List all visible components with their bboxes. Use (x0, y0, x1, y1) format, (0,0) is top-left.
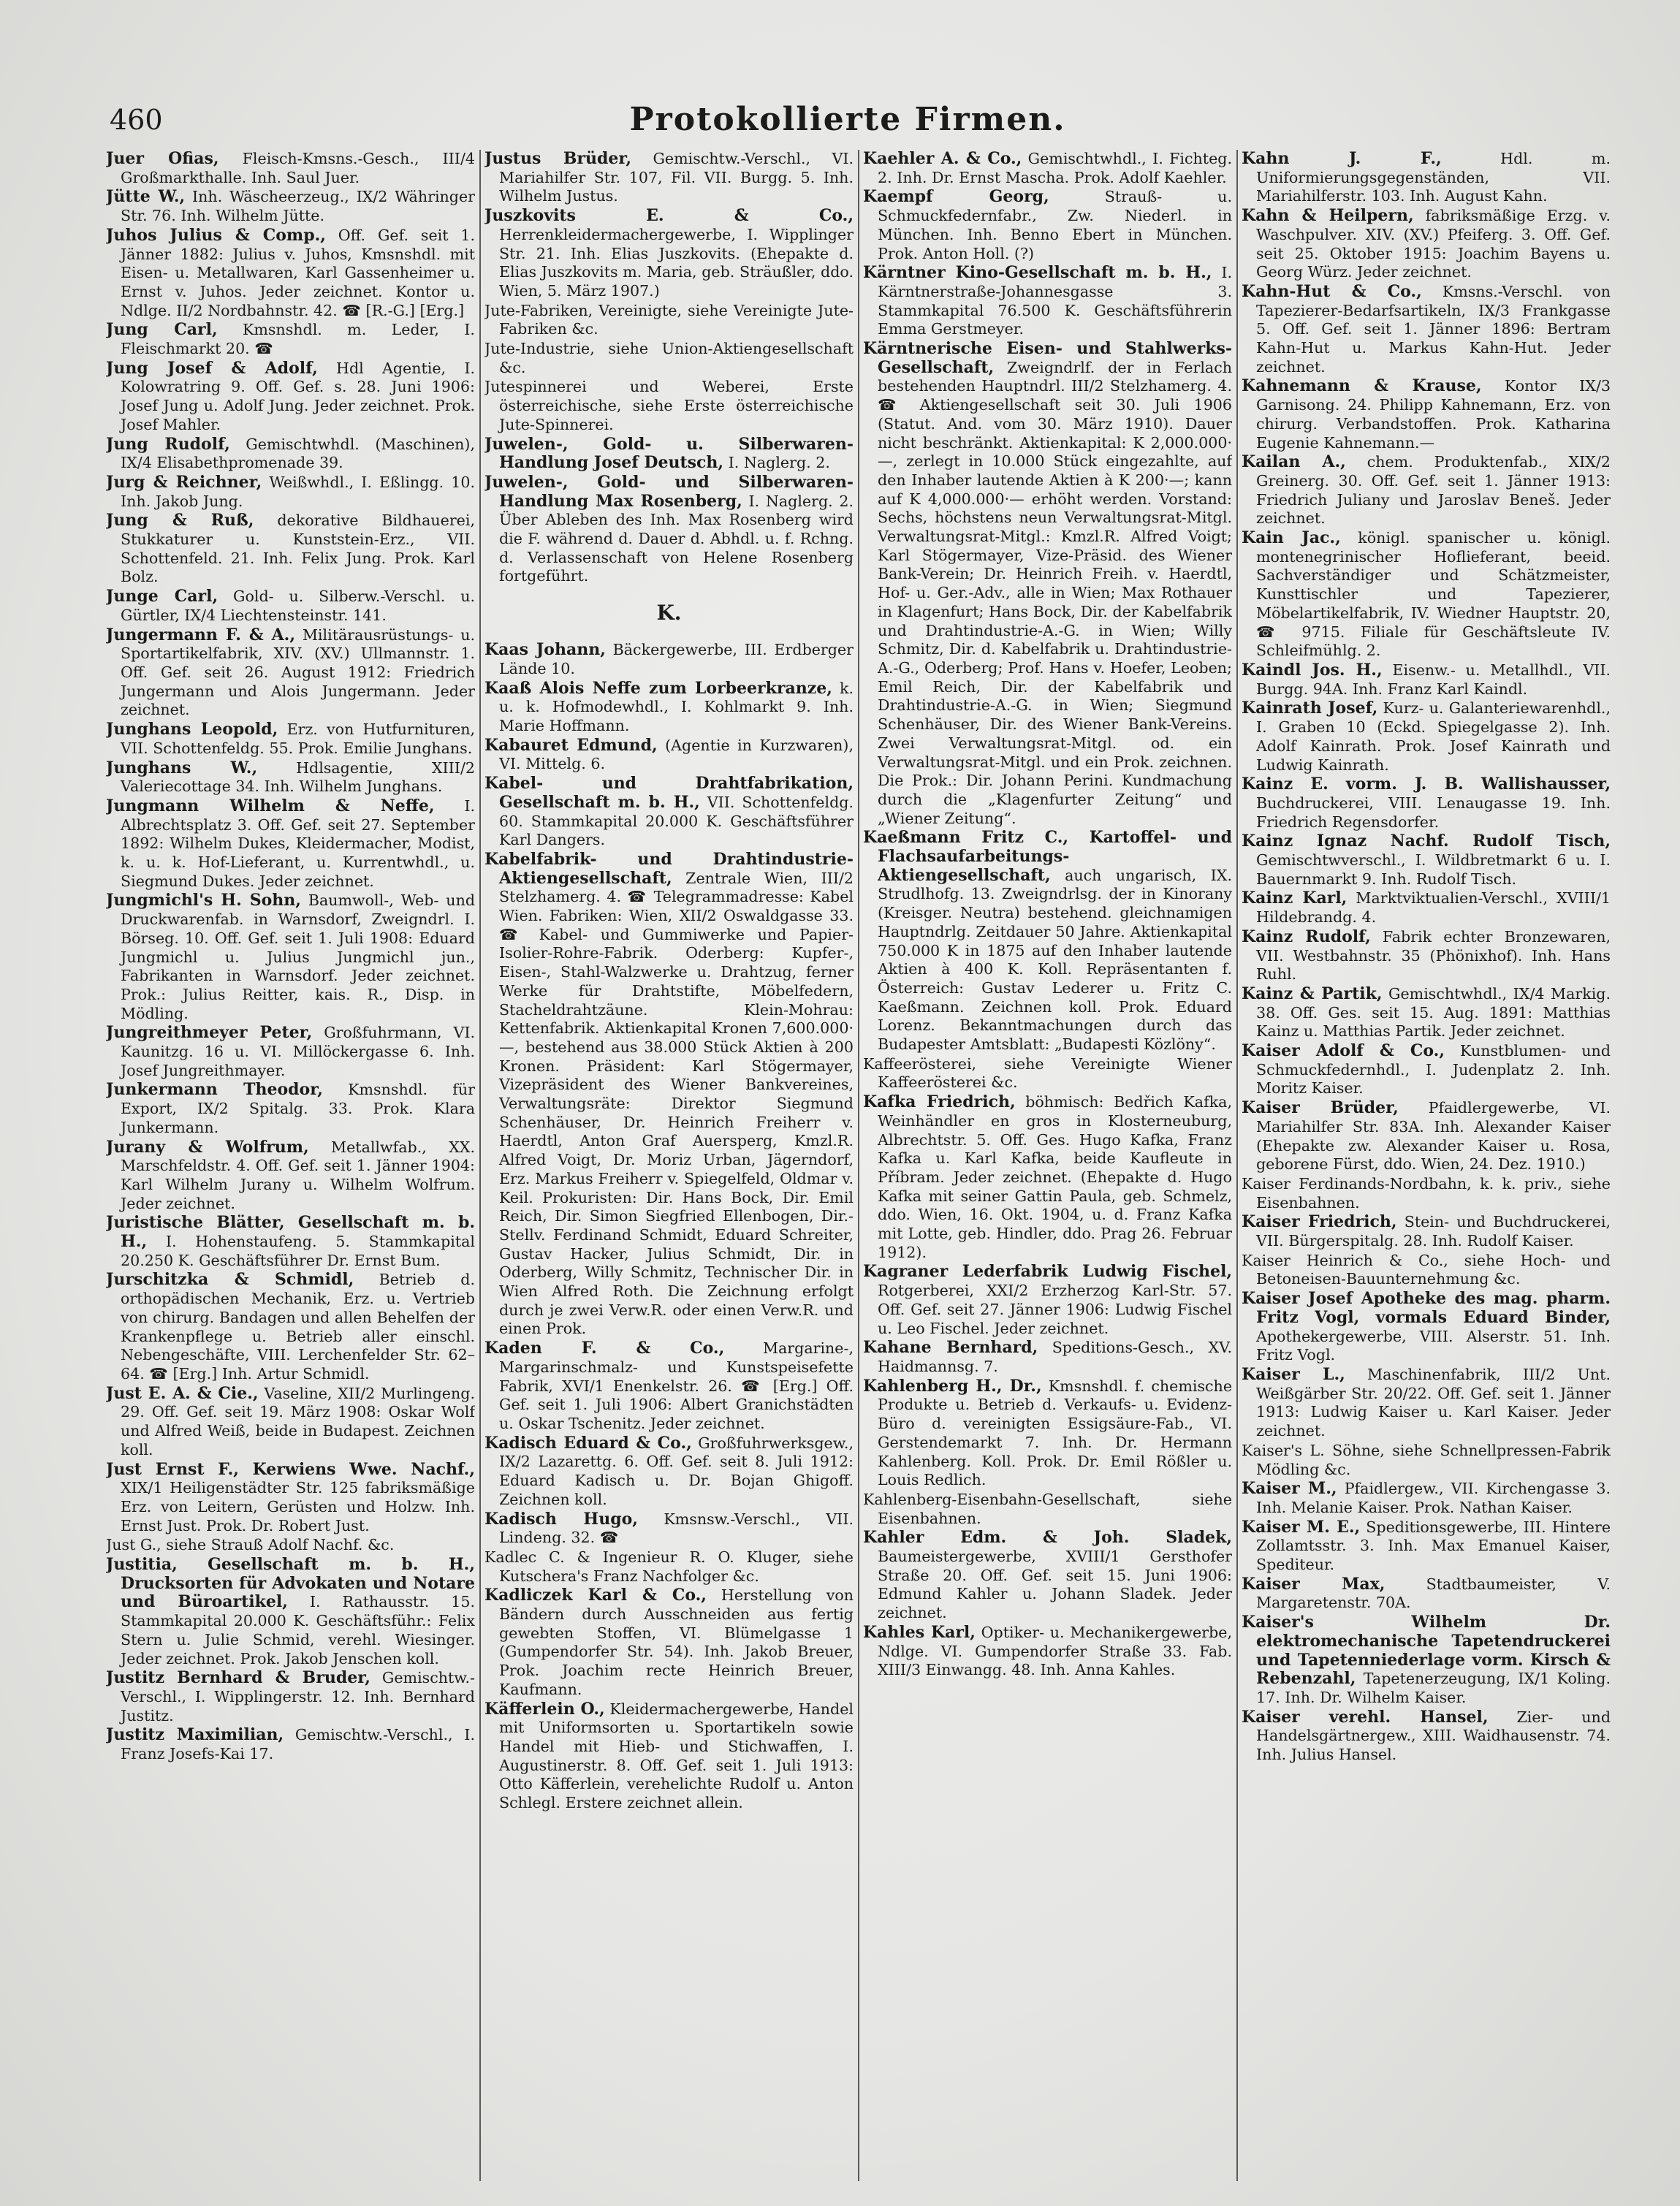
directory-entry (106, 1138, 475, 1214)
firm-name: Kainrath Josef, (1242, 699, 1378, 718)
directory-entry (484, 1586, 854, 1699)
firm-name: Kaempf Georg, (863, 187, 1049, 207)
entry-text: Jutespinnerei und Weberei, Erste österreichische, siehe Erste österreichische Jute-Spinnerei. (484, 378, 854, 433)
firm-name: Kahn & Heilpern, (1242, 206, 1414, 226)
directory-entry (1242, 529, 1611, 661)
entry-text: Margarine-, Margarinschmalz- und Kunstspeisefette Fabrik, XVI/1 Enenkelstr. 26. ☎ [Erg.] Off. Gef. seit 1. Juli 1906: Albert Granichstädten u. Oskar Tschenitz. Jeder zeichnet. (499, 1339, 854, 1432)
entry-text: Tapetenerzeugung, IX/1 Koling. 17. Inh. Dr. Wilhelm Kaiser. (1256, 1670, 1611, 1706)
directory-entry (106, 797, 475, 891)
directory-entry (1242, 1042, 1611, 1098)
entry-text: Apothekergewerbe, VIII. Alserstr. 51. Inh. Fritz Vogl. (1256, 1327, 1611, 1364)
directory-entry (1242, 889, 1611, 927)
entry-text: Kmsnshdl. m. Leder, I. Fleischmarkt 20. ☎ (121, 321, 475, 358)
firm-name: Kainz E. vorm. J. B. Wallishausser, (1242, 775, 1611, 794)
directory-entry (863, 188, 1232, 263)
entry-text: (Agentie in Kurzwaren), VI. Mittelg. 6. (499, 736, 854, 773)
firm-name: Just E. A. & Cie., (106, 1383, 259, 1403)
directory-entry (484, 1339, 854, 1434)
entry-text: Kurz- u. Galanteriewarenhdl., I. Graben 10 (Eckd. Spiegelgasse 2). Inh. Adolf Kainrath. Prok. Josef Kainrath und Ludwig Kainrath. (1256, 699, 1611, 774)
directory-entry (863, 1263, 1232, 1338)
entry-text: Kontor IX/3 Garnisong. 24. Philipp Kahnemann, Erz. von chirurg. Verbandstoffen. Prok. Katharina Eugenie Kahnemann.— (1256, 377, 1611, 452)
page-header (110, 96, 1586, 148)
entry-text: Gemischtw.-Verschl., VI. Mariahilfer Str. 107, Fil. VII. Burgg. 5. Inh. Wilhelm Justus. (499, 150, 854, 205)
directory-entry (484, 302, 854, 339)
firm-name: Kabelfabrik- und Drahtindustrie-Aktiengesellschaft, (484, 849, 854, 888)
directory-entry (484, 150, 854, 206)
firm-name: Kaiser M., (1242, 1479, 1337, 1499)
directory-entry (863, 1339, 1232, 1376)
firm-name: Kadliczek Karl & Co., (484, 1586, 707, 1605)
entry-text: I. Rathausstr. 15. Stammkapital 20.000 K. Geschäftsführ.: Felix Stern u. Julie Schmid, verehl. Wiesinger. Jeder zeichnet. Prok. Jakob Jenschen koll. (121, 1593, 475, 1667)
firm-name: Kärntnerische Eisen- und Stahlwerks-Gesellschaft, (863, 339, 1232, 377)
entry-text: königl. spanischer u. königl. montenegrinischer Hoflieferant, beeid. Sachverständiger und Schätzmeister, Kunsttischler und Tapezierer, Möbelartikelfabrik, IV. Wiedner Hauptstr. 20, ☎ 9715. Filiale für Geschäftsleute IV. Schleifmühlg. 2. (1256, 529, 1611, 660)
directory-entry (106, 188, 475, 225)
entry-text: Betrieb d. orthopädischen Mechanik, Erz. u. Vertrieb von chirurg. Bandagen und allen Behelfen der Krankenpflege u. Betrieb aller einschl. Nebengeschäfte, VIII. Lerchenfelder Str. 62–64. ☎ [Erg.] Inh. Artur Schmidl. (121, 1271, 475, 1382)
entry-text: Erz. von Hutfurnituren, VII. Schottenfeldg. 55. Prok. Emilie Junghans. (121, 720, 475, 757)
firm-name: Kahn J. F., (1242, 150, 1442, 168)
entry-text: Herstellung von Bändern durch Ausschneiden aus fertig gewebten Stoffen, VI. Blümelgasse 1 (Gumpendorfer Str. 54). Inh. Jakob Breuer, Prok. Joachim recte Heinrich Breuer, Kaufmann. (499, 1586, 854, 1698)
firm-name: Kaaß Alois Neffe zum Lorbeerkranze, (484, 678, 832, 698)
entry-text: Speditionsgewerbe, III. Hintere Zollamtsstr. 3. Inh. Max Emanuel Kaiser, Spediteur. (1256, 1518, 1611, 1574)
entry-text: Marktviktualien-Verschl., XVIII/1 Hildebrandg. 4. (1256, 889, 1611, 927)
firm-name: Jurany & Wolfrum, (106, 1137, 309, 1157)
directory-entry (863, 264, 1232, 339)
entry-text: böhmisch: Bedřich Kafka, Weinhändler en gros in Klosterneuburg, Albrechtstr. 5. Off. Ges. Hugo Kafka, Franz Kafka u. Karl Kafka, beide Kaufleute in Příbram. Jeder zeichnet. (Ehepakte d. Hugo Kafka mit seiner Gattin Paula, geb. Schmelz, ddo. Wien, 16. Okt. 1904, u. d. Franz Kafka mit Lotte, geb. Hindler, ddo. Prag 26. Februar 1912). (878, 1093, 1232, 1261)
directory-entry (1242, 377, 1611, 452)
firm-name: Juszkovits E. & Co., (484, 206, 854, 226)
entry-text: Baumwoll-, Web- und Druckwarenfab. in Warnsdorf, Zweigndrl. I. Börseg. 10. Off. Gef. seit 1. Juli 1908: Eduard Jungmichl u. Julius Jungmichl jun., Fabrikanten in Warnsdorf. Jeder zeichnet. Prok.: Julius Reitter, kais. R., Disp. in Mödling. (121, 891, 475, 1022)
firm-name: Kabauret Edmund, (484, 735, 658, 755)
firm-name: Kahlenberg H., Dr., (863, 1376, 1042, 1396)
directory-entry (106, 511, 475, 587)
firm-name: Jurg & Reichner, (106, 472, 262, 492)
entry-text: VII. Schottenfeldg. 60. Stammkapital 20.000 K. Geschäftsführer Karl Dangers. (499, 793, 854, 849)
entry-text: Hdlsagentie, XIII/2 Valeriecottage 34. Inh. Wilhelm Junghans. (121, 758, 475, 796)
firm-name: Kaiser L., (1242, 1365, 1345, 1384)
directory-entry (1242, 150, 1611, 206)
entry-text: Vaseline, XII/2 Murlingeng. 29. Off. Gef. seit 19. März 1908: Oskar Wolf und Alfred Weiß, beide in Budapest. Zeichnen koll. (121, 1384, 475, 1458)
entry-text: k. u. k. Hofmodewhdl., I. Kohlmarkt 9. Inh. Marie Hoffmann. (499, 679, 854, 734)
directory-entry (863, 340, 1232, 828)
directory-entry (106, 360, 475, 435)
entry-text: Gemischtwverschl., I. Wildbretmarkt 6 u. I. Bauernmarkt 9. Inh. Rudolf Tisch. (1256, 851, 1611, 888)
directory-entry (863, 1529, 1232, 1623)
directory-entry (1242, 1708, 1611, 1765)
firm-name: Kainz Ignaz Nachf. Rudolf Tisch, (1242, 832, 1611, 851)
entry-text: I. Kärntnerstraße-Johannesgasse 3. Stammkapital 76.500 K. Geschäftsführerin Emma Gerstmeyer. (878, 264, 1232, 338)
entry-text: Jute-Fabriken, Vereinigte, siehe Vereinigte Jute-Fabriken &c. (484, 301, 854, 338)
firm-name: Kaeßmann Fritz C., Kartoffel- und Flachsaufarbeitungs-Aktiengesellschaft, (863, 828, 1232, 885)
entry-text: Gemischtwhdl. (Maschinen), IX/4 Elisabethpromenade 39. (121, 435, 475, 472)
firm-name: Kainz Rudolf, (1242, 927, 1371, 946)
directory-entry (1242, 985, 1611, 1041)
entry-text: Strauß- u. Schmuckfedernfabr., Zw. Niederl. in München. Inh. Benno Ebert in München. Prok. Anton Holl. (?) (878, 188, 1232, 262)
entry-text: Eisenw.- u. Metallhdl., VII. Burgg. 94A. Inh. Franz Karl Kaindl. (1256, 661, 1611, 698)
directory-entry (863, 1093, 1232, 1262)
directory-entry (106, 150, 475, 187)
column-divider (1236, 150, 1238, 2181)
directory-entry (484, 436, 854, 473)
entry-text: Gemischtwhdl., IX/4 Markig. 38. Off. Ges. seit 15. Aug. 1891: Matthias Kainz u. Matthias Partik. Jeder zeichnet. (1256, 984, 1611, 1041)
directory-entry (1242, 832, 1611, 889)
directory-entry (106, 473, 475, 511)
firm-name: Kaden F. & Co., (484, 1339, 725, 1358)
entry-text: dekorative Bildhauerei, Stukkaturer u. Kunststein-Erz., VII. Schottenfeld. 21. Inh. Felix Jung. Prok. Karl Bolz. (121, 511, 475, 586)
directory-entry (484, 1548, 854, 1586)
directory-entry (863, 1055, 1232, 1092)
firm-name: Juwelen-, Gold- u. Silberwaren-Handlung Josef Deutsch, (484, 434, 854, 473)
entry-text: I. Naglerg. 2. (728, 454, 830, 472)
directory-entry (484, 737, 854, 774)
directory-entry (484, 378, 854, 434)
directory-entry (106, 227, 475, 321)
entry-text: Gemischtw.-Verschl., I. Wipplingerstr. 12. Inh. Bernhard Justitz. (121, 1669, 475, 1724)
directory-entry (106, 321, 475, 358)
firm-name: Käfferlein O., (484, 1699, 605, 1719)
entry-text: Kmsns.-Verschl. von Tapezierer-Bedarfsartikeln, IX/3 Frankgasse 5. Off. Gef. seit 1. Jänner 1896: Bertram Kahn-Hut u. Markus Kahn-Hut. Jeder zeichnet. (1256, 282, 1611, 376)
entry-text: Kmsnshdl. f. chemische Produkte u. Betrieb d. Verkaufs- u. Evidenz-Büro d. vereinigten Essigsäure-Fab., VI. Gerstendemarkt 7. Inh. Dr. Hermann Kahlenberg. Koll. Prok. Dr. Emil Rößler u. Louis Redlich. (878, 1377, 1232, 1489)
directory-entry (1242, 1099, 1611, 1174)
directory-entry (106, 759, 475, 796)
entry-text: Weißwhdl., I. Eßlingg. 10. Inh. Jakob Jung. (121, 473, 475, 510)
directory-entry (1242, 1213, 1611, 1250)
directory-entry (484, 1510, 854, 1548)
entry-text: Rotgerberei, XXI/2 Erzherzog Karl-Str. 57. Off. Gef. seit 27. Jänner 1906: Ludwig Fischel u. Leo Fischel. Jeder zeichnet. (878, 1282, 1232, 1337)
entry-text: Militärausrüstungs- u. Sportartikelfabrik, XIV. (XV.) Ullmannstr. 1. Off. Gef. seit 26. August 1912: Friedrich Jungermann und Alois Jungermann. Jeder zeichnet. (121, 625, 475, 719)
directory-entry (484, 1700, 854, 1813)
directory-entry (1242, 661, 1611, 699)
entry-text: I. Naglerg. 2. Über Ableben des Inh. Max Rosenberg wird die F. während d. Dauer d. Abhdl. u. f. Rchng. d. Verlassenschaft von Helene Rosenberg fortgeführt. (499, 492, 854, 585)
firm-name: Jung Rudolf, (106, 434, 230, 454)
firm-name: Kahles Karl, (863, 1622, 976, 1642)
firm-name: Jung Carl, (106, 320, 218, 340)
entry-text: Großfuhrwerksgew., IX/2 Lazarettg. 6. Off. Gef. seit 8. Juli 1912: Eduard Kadisch u. Dr. Bojan Ghigoff. Zeichnen koll. (499, 1434, 854, 1508)
firm-name: Juhos Julius & Comp., (106, 225, 326, 245)
firm-name: Jungermann F. & A., (106, 625, 296, 644)
entry-text: I. Albrechtsplatz 3. Off. Gef. seit 27. September 1892: Wilhelm Dukes, Kleidermacher, Modist, k. u. k. Hof-Lieferant, u. Kurrentwhdl., u. Siegmund Dukes. Jeder zeichnet. (121, 796, 475, 890)
entry-text: Kahlenberg-Eisenbahn-Gesellschaft, siehe Eisenbahnen. (863, 1490, 1232, 1527)
directory-entry (1242, 1480, 1611, 1517)
directory-entry (863, 829, 1232, 1054)
firm-name: Justitz Bernhard & Bruder, (106, 1668, 370, 1688)
firm-name: Kaiser's Wilhelm Dr. elektromechanische Tapetendruckerei und Tapetenniederlage vorm. Kirsch & Rebenzahl, (1242, 1613, 1611, 1689)
entry-text: Inh. Wäscheerzeug., IX/2 Währinger Str. 76. Inh. Wilhelm Jütte. (121, 188, 475, 225)
firm-name: Kaindl Jos. H., (1242, 660, 1383, 680)
firm-name: Kainz & Partik, (1242, 984, 1383, 1003)
directory-entry (484, 851, 854, 1339)
entry-text: Optiker- u. Mechanikergewerbe, Ndlge. VI. Gumpendorfer Straße 33. Fab. XIII/3 Einwangg. 48. Inh. Anna Kahles. (878, 1623, 1232, 1679)
directory-entry (1242, 928, 1611, 984)
directory-entry (1242, 453, 1611, 528)
directory-entry (106, 1024, 475, 1080)
section-heading: K. (656, 601, 682, 625)
entry-text: Kaiser Heinrich & Co., siehe Hoch- und Betoneisen-Bauunternehmung &c. (1242, 1251, 1611, 1288)
directory-entry (1242, 1175, 1611, 1212)
firm-name: Juer Ofias, (106, 150, 219, 168)
directory-entry (106, 587, 475, 625)
entry-text: Kunstblumen- und Schmuckfedernhdl., I. Judenplatz 2. Inh. Moritz Kaiser. (1256, 1042, 1611, 1098)
firm-name: Kahn-Hut & Co., (1242, 281, 1422, 301)
entry-text: Kaiser's L. Söhne, siehe Schnellpressen-Fabrik Mödling &c. (1242, 1441, 1611, 1478)
entry-text: Zentrale Wien, III/2 Stelzhamerg. 4. ☎ Telegrammadresse: Kabel Wien. Fabriken: Wien, XII/2 Oswaldgasse 33. ☎ Kabel- und Gummiwerke und Papier-Isolier-Rohre-Fabrik. Oderberg: Kupfer-, Eisen-, Stahl-Walzwerke u. Drahtzug, ferner Werke für Drahtstifte, Möbelfedern, Stacheldrahtzäune. Klein-Mohrau: Kettenfabrik. Aktienkapital Kronen 7,600.000·—, bestehend aus 38.000 Stück Aktien à 200 Kronen. Präsident: Karl Stögermayer, Vizepräsident des Wiener Bankvereines, Verwaltungsräte: Direktor Siegmund Schenhäuser, Dr. Heinrich Freiherr v. Haerdtl, Anton Graf Auersperg, Kmzl.R. Alfred Voigt, Dr. Moriz Urban, Jägerndorf, Erz. Markus Freiherr v. Spiegelfeld, Oldmar v. Keil. Prokuristen: Dir. Hans Bock, Dir. Emil Reich, Dir. Simon Siegfried Ellenbogen, Dir.-Stellv. Ferdinand Schmidt, Eduard Schreiter, Gustav Hacker, Julius Schmidt, Dir. in Oderberg, Willy Schmitz, Technischer Dir. in Wien Alfred Roth. Die Zeichnung erfolgt durch je zwei Verw.R. oder einen Verw.R. und einen Prok. (499, 869, 854, 1338)
column-divider (858, 150, 859, 2181)
entry-text: Stadtbaumeister, V. Margaretenstr. 70A. (1256, 1575, 1611, 1612)
column-1 (106, 150, 475, 2181)
firm-name: Kaiser Josef Apotheke des mag. pharm. Fritz Vogl, vormals Eduard Binder, (1242, 1289, 1611, 1327)
entry-text: Großfuhrmann, VI. Kaunitzg. 16 u. VI. Millöckergasse 6. Inh. Josef Jungreithmayer. (121, 1024, 475, 1079)
firm-name: Jungmann Wilhelm & Neffe, (106, 796, 435, 815)
firm-name: Kainz Karl, (1242, 889, 1348, 908)
entry-text: auch ungarisch, IX. Strudlhofg. 13. Zweigndrlsg. der in Kinorany (Kreisger. Neutra) bestehend. gleichnamigen Hauptndrlg. Zeitdauer 50 Jahre. Aktienkapital 750.000 K in 1875 auf den Inhaber lautende Aktien à 400 K. Koll. Repräsentanten f. Österreich: Gustav Lederer u. Fritz C. Kaeßmann. Zeichnen koll. Prok. Eduard Lorenz. Bekanntmachungen durch das Budapester Amtsblatt: „Budapesti Közlöny“. (878, 866, 1232, 1054)
entry-text: Kaffeerösterei, siehe Vereinigte Wiener Kaffeerösterei &c. (863, 1054, 1232, 1092)
entry-text: fabriksmäßige Erzg. v. Waschpulver. XIV. (XV.) Pfeiferg. 3. Off. Gef. seit 25. Oktober 1915: Joachim Bayens u. Georg Würz. Jeder zeichnet. (1256, 207, 1611, 281)
directory-entry (863, 1377, 1232, 1490)
firm-name: Kaiser Max, (1242, 1574, 1386, 1594)
firm-name: Kahane Bernhard, (863, 1338, 1038, 1358)
directory-entry (484, 340, 854, 377)
entry-text: Pfaidlergewerbe, VI. Mariahilfer Str. 83A. Inh. Alexander Kaiser (Ehepakte zw. Alexander Kaiser u. Rosa, geborene Fürst, ddo. Wien, 24. Dez. 1910.) (1256, 1099, 1611, 1174)
entry-text: Hdl. m. Uniformierungsgegenständen, VII. Mariahilferstr. 103. Inh. August Kahn. (1256, 150, 1611, 205)
directory-entry (106, 1385, 475, 1460)
entry-text: Baumeistergewerbe, XVIII/1 Gersthofer Straße 20. Off. Gef. seit 15. Juni 1906: Edmund Kahler u. Johann Sladek. Jeder zeichnet. (878, 1548, 1232, 1622)
entry-text: Jute-Industrie, siehe Union-Aktiengesellschaft &c. (484, 340, 854, 376)
directory-entry (1242, 1575, 1611, 1613)
entry-text: Zweigndrlf. der in Ferlach bestehenden Hauptndrl. III/2 Stelzhamerg. 4. ☎ Aktiengesellschaft seit 30. Juli 1906 (Statut. And. vom 30. März 1910). Dauer nicht beschränkt. Aktienkapital: K 2,000.000·—, zerlegt in 10.000 Stück eingezahlte, auf den Inhaber lautende Aktien à K 200·—; kann auf K 4,000.000·— erhöht werden. Vorstand: Sechs, höchstens neun Verwaltungsrat-Mitgl. Verwaltungsrat-Mitgl.: Kmzl.R. Alfred Voigt; Karl Stögermayer, Vize-Präsid. des Wiener Bank-Verein; Dr. Heinrich Freih. v. Haerdtl, Hof- u. Ger.-Adv., alle in Wien; Max Rothauer in Klagenfurt; Hans Bock, Dir. der Kabelfabrik und Drahtindustrie-A.-G. in Wien; Willy Schmitz, Dir. d. Kabelfabrik u. Drahtindustrie-A.-G., Oderberg; Prof. Hans v. Hoefer, Leoben; Emil Reich, Dir. der Kabelfabrik und Drahtindustrie-A.-G. in Wien; Siegmund Schenhäuser, Dir. des Wiener Bank-Vereins. Zwei Verwaltungsrat-Mitgl. od. ein Verwaltungsrat-Mitgl. und ein Prok. zeichnen. Die Prok.: Dir. Johann Perini. Kundmachung durch die „Klagenfurter Zeitung“ und „Wiener Zeitung“. (878, 358, 1232, 827)
entry-text: Just G., siehe Strauß Adolf Nachf. &c. (106, 1536, 395, 1554)
firm-name: Kaiser verehl. Hansel, (1242, 1707, 1489, 1727)
directory-entry (106, 1726, 475, 1763)
entry-text: Zier- und Handelsgärtnergew., XIII. Waidhausenstr. 74. Inh. Julius Hansel. (1256, 1708, 1611, 1764)
page-number: 460 (110, 104, 163, 136)
entry-text: Gold- u. Silberw.-Verschl. u. Gürtler, IX/4 Liechtensteinstr. 141. (121, 587, 475, 624)
directory-entry (106, 626, 475, 720)
firm-name: Juristische Blätter, Gesellschaft m. b. H., (106, 1213, 475, 1252)
directory-entry (1242, 699, 1611, 775)
entry-text: Speditions-Gesch., XV. Haidmannsg. 7. (878, 1339, 1232, 1375)
entry-text: chem. Produktenfab., XIX/2 Greinerg. 30. Off. Gef. seit 1. Jänner 1913: Friedrich Juliany und Jaroslav Beneš. Jeder zeichnet. (1256, 453, 1611, 528)
directory-entry (863, 1624, 1232, 1680)
firm-name: Kain Jac., (1242, 528, 1341, 548)
entry-text: Kmsnshdl. für Export, IX/2 Spitalg. 33. Prok. Klara Junkermann. (121, 1081, 475, 1136)
directory-entry (484, 473, 854, 586)
column-3 (863, 150, 1232, 2181)
entry-text: Hdl Agentie, I. Kolowratring 9. Off. Gef. s. 28. Juni 1906: Josef Jung u. Adolf Jung. Jeder zeichnet. Prok. Josef Mahler. (121, 359, 475, 433)
entry-text: I. Hohenstaufeng. 5. Stammkapital 20.250 K. Geschäftsführer Dr. Ernst Bum. (121, 1233, 475, 1269)
directory-entry (106, 1271, 475, 1383)
directory-entry (106, 1536, 475, 1555)
directory-entry (106, 1214, 475, 1270)
firm-name: Jung & Ruß, (106, 511, 254, 530)
firm-name: Justitia, Gesellschaft m. b. H., Drucksorten für Advokaten und Notare und Büroartikel, (106, 1555, 475, 1612)
firm-name: Justus Brüder, (484, 150, 632, 168)
entry-text: Stein- und Buchdruckerei, VII. Bürgerspitalg. 28. Inh. Rudolf Kaiser. (1256, 1213, 1611, 1250)
firm-name: Kaiser Friedrich, (1242, 1212, 1397, 1232)
directory-entry (1242, 283, 1611, 377)
directory-entry (106, 1556, 475, 1668)
directory-entry (863, 150, 1232, 187)
firm-name: Justitz Maximilian, (106, 1725, 284, 1745)
directory-entry (1242, 1442, 1611, 1479)
directory-entry (1242, 1290, 1611, 1365)
entry-text: Kleidermachergewerbe, Handel mit Uniformsorten u. Sportartikeln sowie Handel mit Hieb- und Stichwaffen, I. Augustinerstr. 8. Off. Gef. seit 1. Juli 1913: Otto Käfferlein, verehelichte Rudolf u. Anton Schlegl. Erstere zeichnet allein. (499, 1700, 854, 1812)
directory-entry (106, 436, 475, 473)
entry-text: Metallwfab., XX. Marschfeldstr. 4. Off. Gef. seit 1. Jänner 1904: Karl Wilhelm Jurany u. Wilhelm Wolfrum. Jeder zeichnet. (121, 1138, 475, 1212)
firm-name: Junkermann Theodor, (106, 1080, 323, 1100)
column-2 (484, 150, 854, 2181)
directory-entry (106, 1461, 475, 1536)
directory-entry (106, 1669, 475, 1725)
firm-name: Kaiser Adolf & Co., (1242, 1041, 1445, 1061)
directory-entry (484, 775, 854, 850)
directory-entry (1242, 1252, 1611, 1289)
entry-text: Kaiser Ferdinands-Nordbahn, k. k. priv., siehe Eisenbahnen. (1242, 1174, 1611, 1212)
directory-entry (1242, 1518, 1611, 1575)
firm-name: Kahler Edm. & Joh. Sladek, (863, 1528, 1232, 1548)
firm-name: Kaehler A. & Co., (863, 150, 1022, 168)
directory-entry (106, 1081, 475, 1137)
directory-entry (484, 207, 854, 301)
entry-text: Off. Gef. seit 1. Jänner 1882: Julius v. Juhos, Kmsnshdl. mit Eisen- u. Metallwaren, Karl Gassenheimer u. Ernst v. Juhos. Jeder zeichnet. Kontor u. Ndlge. II/2 Nordbahnstr. 42. ☎ [R.-G.] [Erg.] (121, 226, 475, 319)
entry-text: Bäckergewerbe, III. Erdberger Lände 10. (499, 641, 854, 677)
firm-name: Kailan A., (1242, 452, 1346, 472)
firm-name: Kafka Friedrich, (863, 1092, 1016, 1112)
firm-name: Jungreithmeyer Peter, (106, 1023, 313, 1043)
directory-entry (863, 1491, 1232, 1528)
entry-text: Kadlec C. & Ingenieur R. O. Kluger, siehe Kutschera's Franz Nachfolger &c. (484, 1548, 854, 1585)
firm-name: Junghans Leopold, (106, 720, 278, 739)
column-4 (1242, 150, 1611, 2181)
firm-name: Jungmichl's H. Sohn, (106, 891, 301, 910)
firm-name: Kahnemann & Krause, (1242, 376, 1482, 396)
firm-name: Kadisch Hugo, (484, 1509, 638, 1529)
entry-text: Pfaidlergew., VII. Kirchengasse 3. Inh. Melanie Kaiser. Prok. Nathan Kaiser. (1256, 1480, 1611, 1516)
firm-name: Kadisch Eduard & Co., (484, 1433, 692, 1453)
entry-text: Kmsnsw.-Verschl., VII. Lindeng. 32. ☎ (499, 1510, 854, 1547)
firm-name: Jung Josef & Adolf, (106, 358, 318, 378)
directory-entry (484, 641, 854, 678)
entry-text: Fleisch-Kmsns.-Gesch., III/4 Großmarkthalle. Inh. Saul Juer. (121, 150, 475, 186)
entry-text: Fabrik echter Bronzewaren, VII. Westbahnstr. 35 (Phönixhof). Inh. Hans Ruhl. (1256, 927, 1611, 984)
directory-entry (106, 891, 475, 1023)
entry-text: XIX/1 Heiligenstädter Str. 125 fabriksmäßige Erz. von Leitern, Gerüsten und Holzw. Inh. Ernst Just. Prok. Dr. Robert Just. (121, 1479, 475, 1534)
column-divider (479, 150, 481, 2181)
entry-text: Buchdruckerei, VIII. Lenaugasse 19. Inh. Friedrich Regensdorfer. (1256, 794, 1611, 831)
firm-name: Kaiser M. E., (1242, 1517, 1361, 1537)
firm-name: Just Ernst F., Kerwiens Wwe. Nachf., (106, 1459, 475, 1479)
directory-entry (484, 680, 854, 736)
firm-name: Junge Carl, (106, 587, 218, 606)
directory-entry (484, 1434, 854, 1510)
directory-entry (106, 720, 475, 758)
directory-entry (1242, 1613, 1611, 1708)
firm-name: Kabel- und Drahtfabrikation, Gesellschaft m. b. H., (484, 774, 854, 812)
firm-name: Kaas Johann, (484, 640, 606, 660)
running-head: Protokollierte Firmen. (629, 101, 1066, 138)
firm-name: Kagraner Lederfabrik Ludwig Fischel, (863, 1262, 1232, 1282)
directory-entry (1242, 1366, 1611, 1441)
columns-container (106, 150, 1611, 2181)
firm-name: Junghans W., (106, 758, 258, 777)
directory-entry (1242, 207, 1611, 282)
firm-name: Kaiser Brüder, (1242, 1098, 1399, 1118)
entry-text: Gemischtwhdl., I. Fichteg. 2. Inh. Dr. Ernst Mascha. Prok. Adolf Kaehler. (878, 150, 1232, 186)
directory-entry (1242, 775, 1611, 832)
firm-name: Kärntner Kino-Gesellschaft m. b. H., (863, 263, 1212, 283)
firm-name: Jurschitzka & Schmidl, (106, 1270, 354, 1290)
entry-text: Herrenkleidermachergewerbe, I. Wipplinger Str. 21. Inh. Elias Juszkovits. (Ehepakte d. Elias Juszkovits m. Maria, geb. Sträußler, ddo. Wien, 5. März 1907.) (499, 225, 854, 300)
firm-name: Jütte W., (106, 187, 186, 207)
entry-text: Maschinenfabrik, III/2 Unt. Weißgärber Str. 20/22. Off. Gef. seit 1. Jänner 1913: Ludwig Kaiser u. Karl Kaiser. Jeder zeichnet. (1256, 1366, 1611, 1440)
firm-name: Juwelen-, Gold- und Silberwaren-Handlung Max Rosenberg, (484, 472, 854, 511)
entry-text: Gemischtw.-Verschl., I. Franz Josefs-Kai 17. (121, 1726, 475, 1763)
